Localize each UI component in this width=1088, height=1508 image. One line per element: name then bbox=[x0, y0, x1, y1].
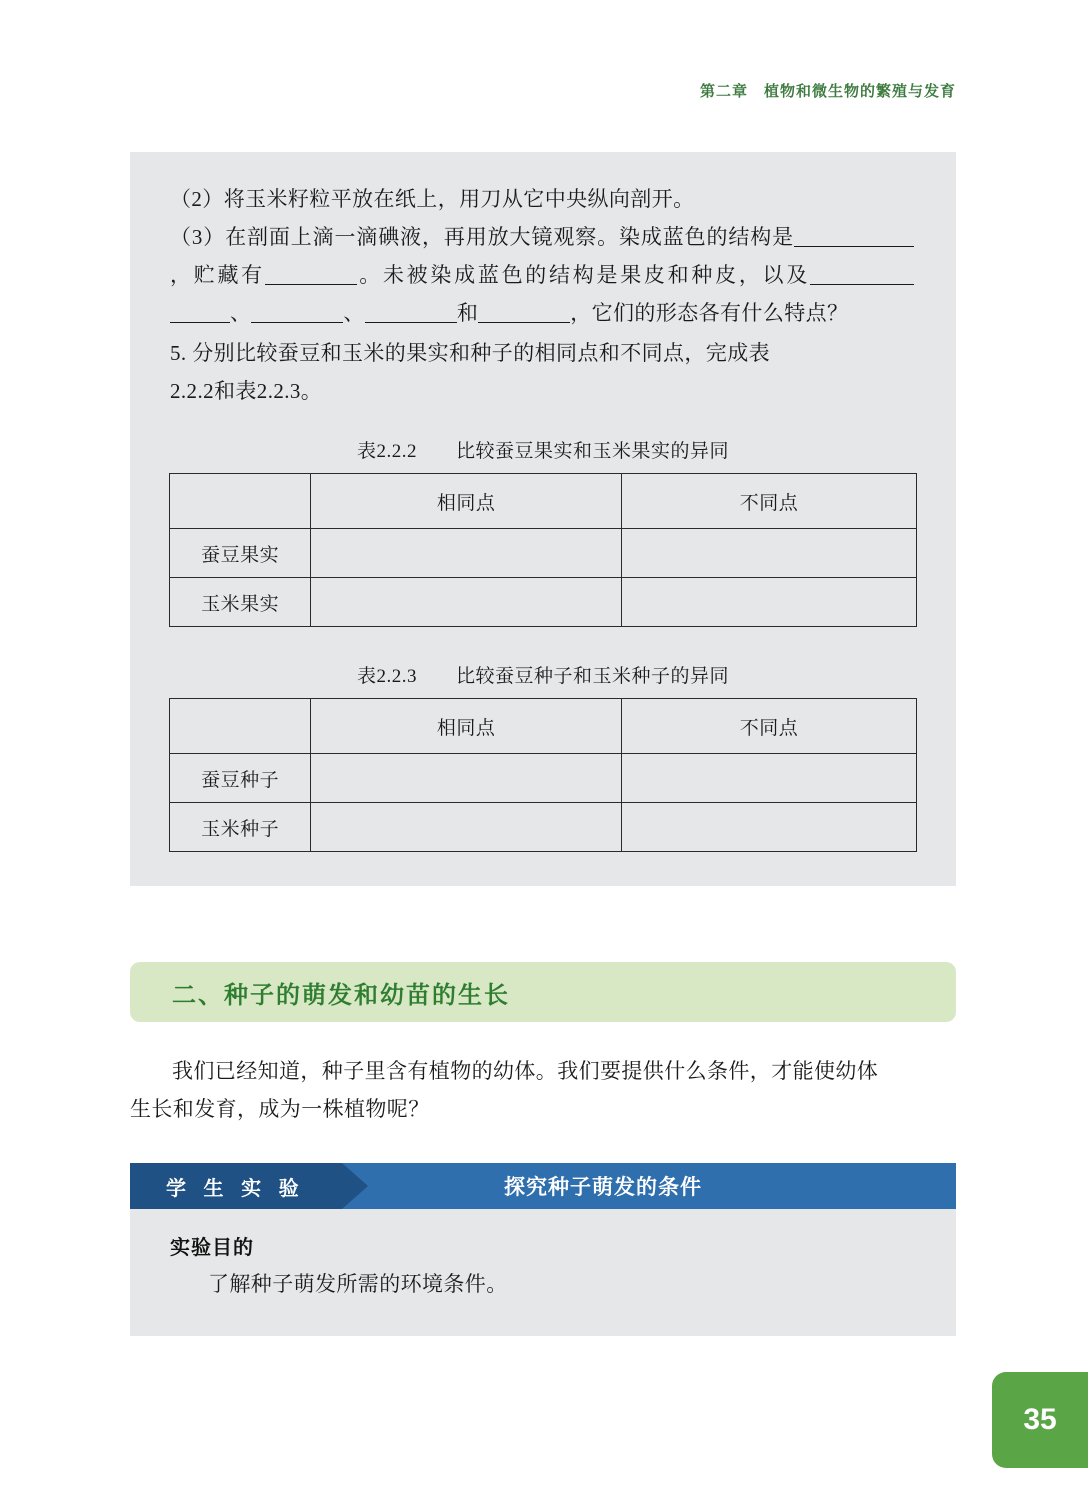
table-header-cell: 不同点 bbox=[622, 699, 917, 754]
experiment-purpose-text: 了解种子萌发所需的环境条件。 bbox=[208, 1272, 508, 1296]
experiment-title: 探究种子萌发的条件 bbox=[504, 1176, 702, 1199]
table-row bbox=[170, 578, 917, 627]
table-cell bbox=[311, 578, 622, 627]
page-number: 35 bbox=[1023, 1403, 1057, 1436]
step3-text-a: （3）在剖面上滴一滴碘液，再用放大镜观察。染成蓝色的结构是 bbox=[170, 225, 794, 249]
table-row-label: 玉米种子 bbox=[170, 803, 311, 852]
activity-step-5-line1: 5. 分别比较蚕豆和玉米的果实和种子的相同点和不同点，完成表 bbox=[170, 341, 770, 365]
table-row-label: 玉米果实 bbox=[170, 578, 311, 627]
table-cell bbox=[311, 754, 622, 803]
step3-text-d: 、 bbox=[230, 301, 252, 325]
table-cell bbox=[622, 754, 917, 803]
experiment-subheading: 实验目的 bbox=[170, 1237, 254, 1259]
activity-step-5-line2: 2.2.2和表2.2.3。 bbox=[170, 379, 323, 403]
table-2-2-2 bbox=[169, 473, 917, 627]
table-cell bbox=[311, 803, 622, 852]
step3-text-f: 和 bbox=[456, 301, 479, 325]
table-cell bbox=[311, 529, 622, 578]
section-heading bbox=[130, 962, 956, 1022]
section-paragraph bbox=[130, 1052, 960, 1128]
step3-text-c: 。未被染成蓝色的结构是果皮和种皮，以及 bbox=[356, 263, 810, 287]
table-2-2-3 bbox=[169, 698, 917, 852]
table-row bbox=[170, 474, 917, 529]
table-header-cell: 相同点 bbox=[311, 699, 622, 754]
table-header-cell: 相同点 bbox=[311, 474, 622, 529]
table-row bbox=[170, 803, 917, 852]
answer-blank bbox=[265, 284, 357, 285]
table-row bbox=[170, 529, 917, 578]
answer-blank bbox=[170, 322, 230, 323]
table-header-cell bbox=[170, 699, 311, 754]
step3-text-e: 、 bbox=[343, 301, 365, 325]
table-header-cell: 不同点 bbox=[622, 474, 917, 529]
table-row bbox=[170, 699, 917, 754]
answer-blank bbox=[854, 246, 914, 247]
table-row bbox=[170, 754, 917, 803]
answer-blank bbox=[251, 322, 343, 323]
activity-step-2: （2）将玉米籽粒平放在纸上，用刀从它中央纵向剖开。 bbox=[170, 187, 695, 211]
step3-text-b: ，贮藏有 bbox=[170, 263, 265, 287]
table-row-label: 蚕豆果实 bbox=[170, 529, 311, 578]
page-number-tab bbox=[992, 1372, 1088, 1468]
table-header-cell bbox=[170, 474, 311, 529]
experiment-tag-label: 学 生 实 验 bbox=[166, 1177, 305, 1200]
experiment-body bbox=[130, 1209, 956, 1336]
step3-text-g: ，它们的形态各有什么特点？ bbox=[570, 301, 849, 325]
running-head: 第二章 植物和微生物的繁殖与发育 bbox=[699, 83, 956, 100]
table-cell bbox=[622, 529, 917, 578]
answer-blank bbox=[794, 246, 854, 247]
answer-blank bbox=[478, 322, 570, 323]
table-cell bbox=[622, 578, 917, 627]
table-2-2-2-caption: 表2.2.2 比较蚕豆果实和玉米果实的异同 bbox=[356, 441, 729, 462]
table-cell bbox=[622, 803, 917, 852]
activity-panel bbox=[130, 152, 956, 886]
answer-blank bbox=[810, 284, 914, 285]
experiment-header bbox=[130, 1163, 956, 1209]
table-row-label: 蚕豆种子 bbox=[170, 754, 311, 803]
answer-blank bbox=[365, 322, 457, 323]
section-title: 二、种子的萌发和幼苗的生长 bbox=[172, 981, 510, 1009]
section-paragraph-line-1: 我们已经知道，种子里含有植物的幼体。我们要提供什么条件，才能使幼体 bbox=[172, 1059, 879, 1083]
activity-step-3 bbox=[130, 218, 956, 332]
section-paragraph-line-2: 生长和发育，成为一株植物呢？ bbox=[130, 1097, 430, 1121]
student-experiment-box bbox=[130, 1163, 956, 1336]
table-2-2-3-caption: 表2.2.3 比较蚕豆种子和玉米种子的异同 bbox=[356, 666, 729, 687]
